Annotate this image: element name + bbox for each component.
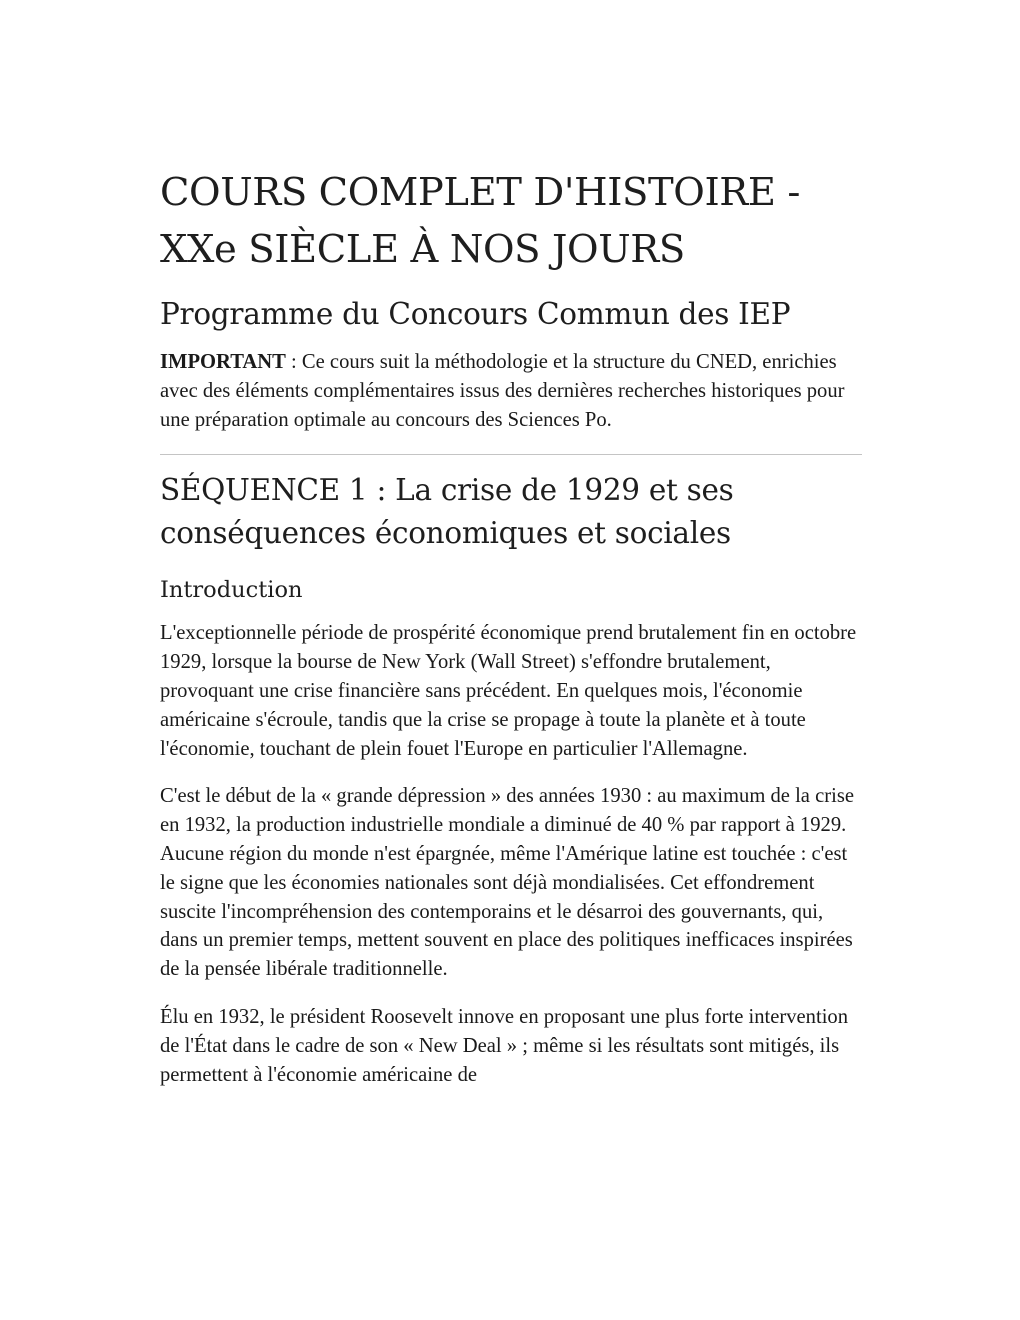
document-title: COURS COMPLET D'HISTOIRE - XXe SIÈCLE À NOS JOURS (160, 170, 801, 272)
document-subtitle: Programme du Concours Commun des IEP (160, 297, 791, 331)
document-page (160, 164, 862, 1108)
section-divider (160, 454, 862, 455)
important-notice (160, 348, 862, 434)
important-label: IMPORTANT (160, 351, 286, 373)
section-title-introduction: Introduction (160, 577, 303, 604)
sequence-title: SÉQUENCE 1 : La crise de 1929 et ses conséquences économiques et sociales (160, 473, 734, 551)
paragraph: C'est le début de la « grande dépression » des années 1930 : au maximum de la crise en 1932, la production industrielle mondiale a diminué de 40 % par rapport à 1929. Aucune région du monde n'est épargnée, même l'Amérique latine est touchée : c'est le signe que les économies nationales sont déjà mondialisées. Cet effondrement suscite l'incompréhension des contemporains et le désarroi des gouvernants, qui, dans un premier temps, mettent souvent en place des politiques inefficaces inspirées de la pensée libérale traditionnelle. (160, 785, 854, 981)
paragraph: L'exceptionnelle période de prospérité économique prend brutalement fin en octobre 1929, lorsque la bourse de New York (Wall Street) s'effondre brutalement, provoquant une crise financière sans précédent. En quelques mois, l'économie américaine s'écroule, tandis que la crise se propage à toute la planète et à toute l'économie, touchant de plein fouet l'Europe en particulier l'Allemagne. (160, 622, 857, 760)
important-text: : Ce cours suit la méthodologie et la structure du CNED, enrichies avec des éléments complémentaires issus des dernières recherches historiques pour une préparation optimale au concours des Sciences Po. (160, 351, 845, 431)
paragraph: Élu en 1932, le président Roosevelt innove en proposant une plus forte intervention de l'État dans le cadre de son « New Deal » ; même si les résultats sont mitigés, ils permettent à l'économie américaine de (160, 1005, 849, 1086)
